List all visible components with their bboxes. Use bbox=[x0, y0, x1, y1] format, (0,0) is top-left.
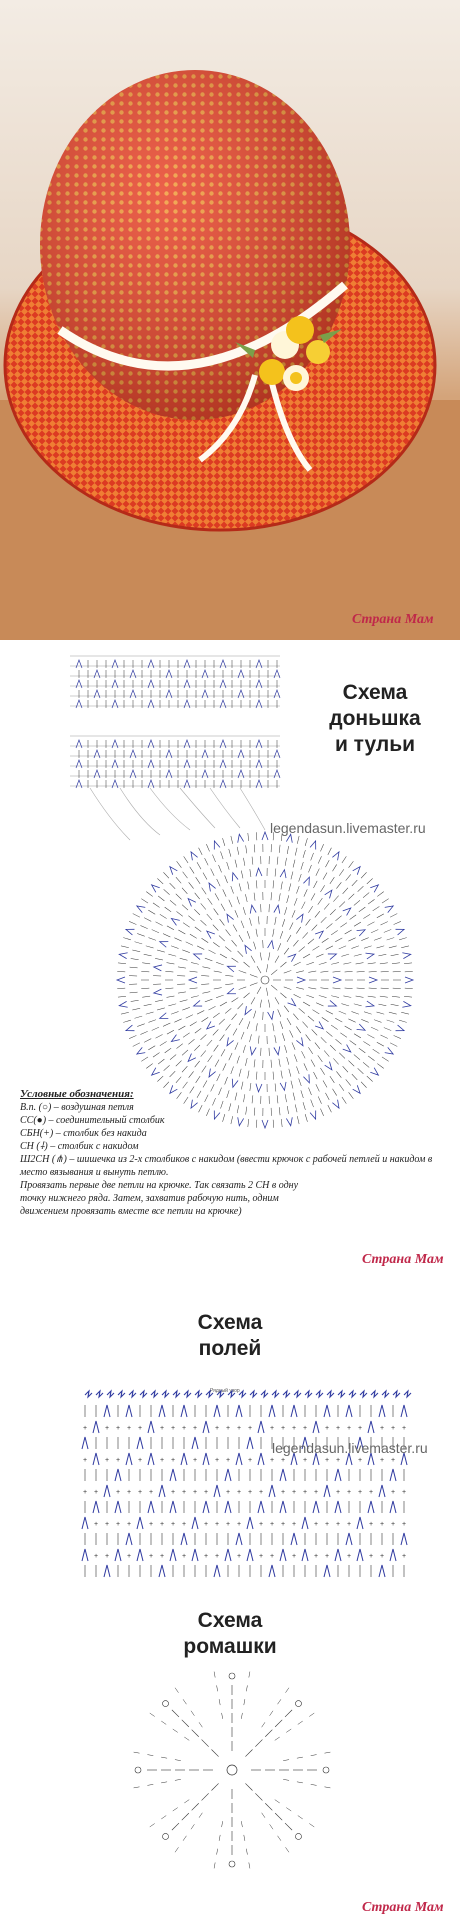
svg-text:+: + bbox=[192, 1457, 198, 1464]
watermark-photo: Страна Мам bbox=[352, 612, 434, 627]
svg-text:+: + bbox=[401, 1521, 407, 1528]
svg-text:+: + bbox=[313, 1521, 319, 1528]
legend-line: В.п. (○) – воздушная петля bbox=[20, 1102, 134, 1113]
svg-text:+: + bbox=[214, 1425, 220, 1432]
svg-text:+: + bbox=[247, 1425, 253, 1432]
svg-text:+: + bbox=[379, 1521, 385, 1528]
svg-text:+: + bbox=[313, 1489, 319, 1496]
svg-text:+: + bbox=[324, 1553, 330, 1560]
svg-text:+: + bbox=[170, 1521, 176, 1528]
svg-text:+: + bbox=[148, 1489, 154, 1496]
svg-text:+: + bbox=[82, 1425, 88, 1432]
svg-text:+: + bbox=[93, 1521, 99, 1528]
svg-text:+: + bbox=[280, 1489, 286, 1496]
svg-text:+: + bbox=[280, 1425, 286, 1432]
daisy-scheme-title: Схема ромашки bbox=[183, 1609, 277, 1658]
svg-text:+: + bbox=[368, 1521, 374, 1528]
svg-text:+: + bbox=[258, 1489, 264, 1496]
svg-text:+: + bbox=[269, 1425, 275, 1432]
svg-text:+: + bbox=[104, 1553, 110, 1560]
svg-text:+: + bbox=[346, 1489, 352, 1496]
legend-line: Ш2СН (⋔) – шишечка из 2-х столбиков с накидом (ввести крючок с рабочей петлей и накидом в место вязывания и вынуть петлю. bbox=[20, 1154, 433, 1178]
svg-text:+: + bbox=[357, 1457, 363, 1464]
svg-text:+: + bbox=[203, 1553, 209, 1560]
svg-text:+: + bbox=[269, 1553, 275, 1560]
svg-text:+: + bbox=[126, 1521, 132, 1528]
svg-text:+: + bbox=[137, 1425, 143, 1432]
svg-text:+: + bbox=[115, 1489, 121, 1496]
svg-text:+: + bbox=[236, 1553, 242, 1560]
svg-text:+: + bbox=[335, 1425, 341, 1432]
svg-text:+: + bbox=[137, 1457, 143, 1464]
svg-text:+: + bbox=[280, 1457, 286, 1464]
svg-text:+: + bbox=[346, 1425, 352, 1432]
legend-line: СС(●) – соединительный столбик bbox=[20, 1115, 165, 1126]
svg-text:+: + bbox=[214, 1457, 220, 1464]
brim-chart-label: Рядный узор bbox=[210, 1388, 240, 1394]
svg-text:+: + bbox=[225, 1457, 231, 1464]
svg-text:+: + bbox=[302, 1457, 308, 1464]
svg-text:+: + bbox=[159, 1521, 165, 1528]
svg-text:+: + bbox=[181, 1425, 187, 1432]
svg-text:+: + bbox=[291, 1521, 297, 1528]
svg-text:+: + bbox=[379, 1425, 385, 1432]
svg-text:+: + bbox=[181, 1489, 187, 1496]
svg-text:+: + bbox=[236, 1521, 242, 1528]
svg-text:+: + bbox=[192, 1425, 198, 1432]
svg-text:+: + bbox=[357, 1489, 363, 1496]
svg-text:+: + bbox=[203, 1489, 209, 1496]
svg-text:+: + bbox=[214, 1521, 220, 1528]
legend-heading: Условные обозначения: bbox=[20, 1088, 134, 1100]
legend-line: СБН(+) – столбик без накида bbox=[20, 1128, 147, 1139]
svg-text:+: + bbox=[357, 1425, 363, 1432]
svg-text:+: + bbox=[82, 1457, 88, 1464]
svg-text:+: + bbox=[401, 1425, 407, 1432]
svg-text:+: + bbox=[170, 1489, 176, 1496]
svg-text:+: + bbox=[82, 1489, 88, 1496]
svg-text:+: + bbox=[93, 1553, 99, 1560]
svg-text:+: + bbox=[236, 1489, 242, 1496]
watermark-daisy: Страна Мам bbox=[362, 1900, 444, 1915]
svg-text:+: + bbox=[170, 1425, 176, 1432]
svg-text:+: + bbox=[335, 1521, 341, 1528]
daisy-chart bbox=[0, 1600, 460, 1927]
svg-text:+: + bbox=[390, 1489, 396, 1496]
svg-text:+: + bbox=[214, 1553, 220, 1560]
svg-text:+: + bbox=[104, 1425, 110, 1432]
svg-text:+: + bbox=[225, 1489, 231, 1496]
svg-text:+: + bbox=[170, 1457, 176, 1464]
brim-scheme-title: Схема полей bbox=[197, 1311, 263, 1360]
svg-text:+: + bbox=[137, 1489, 143, 1496]
svg-text:+: + bbox=[93, 1489, 99, 1496]
svg-text:+: + bbox=[324, 1521, 330, 1528]
svg-text:+: + bbox=[159, 1425, 165, 1432]
svg-text:+: + bbox=[247, 1489, 253, 1496]
svg-text:+: + bbox=[390, 1521, 396, 1528]
site-url-brim: legendasun.livemaster.ru bbox=[272, 1440, 428, 1456]
svg-text:+: + bbox=[181, 1521, 187, 1528]
svg-text:+: + bbox=[291, 1425, 297, 1432]
svg-text:+: + bbox=[368, 1553, 374, 1560]
svg-text:+: + bbox=[192, 1489, 198, 1496]
svg-text:+: + bbox=[269, 1521, 275, 1528]
svg-text:+: + bbox=[269, 1457, 275, 1464]
svg-text:+: + bbox=[390, 1425, 396, 1432]
svg-text:+: + bbox=[324, 1457, 330, 1464]
svg-text:+: + bbox=[302, 1489, 308, 1496]
svg-text:+: + bbox=[159, 1457, 165, 1464]
svg-text:+: + bbox=[379, 1553, 385, 1560]
svg-text:+: + bbox=[148, 1521, 154, 1528]
legend-line: движением провязать вместе все петли на крючке) bbox=[20, 1206, 242, 1217]
svg-text:+: + bbox=[104, 1521, 110, 1528]
svg-text:+: + bbox=[368, 1489, 374, 1496]
svg-text:+: + bbox=[346, 1553, 352, 1560]
hat-photo bbox=[0, 0, 460, 640]
svg-text:+: + bbox=[302, 1425, 308, 1432]
svg-text:+: + bbox=[401, 1553, 407, 1560]
symbol-legend bbox=[20, 1088, 440, 1218]
svg-text:+: + bbox=[225, 1425, 231, 1432]
svg-text:+: + bbox=[291, 1489, 297, 1496]
svg-text:+: + bbox=[126, 1553, 132, 1560]
svg-text:+: + bbox=[126, 1489, 132, 1496]
svg-text:+: + bbox=[324, 1425, 330, 1432]
brim-scheme bbox=[0, 1300, 460, 1600]
svg-text:+: + bbox=[225, 1521, 231, 1528]
svg-text:+: + bbox=[258, 1553, 264, 1560]
svg-text:+: + bbox=[291, 1553, 297, 1560]
svg-text:+: + bbox=[104, 1457, 110, 1464]
legend-line: точку нижнего ряда. Затем, захватив рабочую нить, одним bbox=[20, 1193, 279, 1204]
legend-line: Провязать первые две петли на крючке. Так связать 2 СН в одну bbox=[20, 1180, 299, 1191]
svg-text:+: + bbox=[258, 1521, 264, 1528]
crown-scheme-title: Схема доньшка и тульи bbox=[329, 681, 421, 756]
svg-text:+: + bbox=[280, 1521, 286, 1528]
site-url: legendasun.livemaster.ru bbox=[270, 820, 426, 836]
svg-text:+: + bbox=[346, 1521, 352, 1528]
svg-text:+: + bbox=[335, 1489, 341, 1496]
svg-text:+: + bbox=[159, 1553, 165, 1560]
hat-illustration bbox=[0, 0, 460, 640]
svg-text:+: + bbox=[115, 1521, 121, 1528]
svg-text:+: + bbox=[236, 1425, 242, 1432]
watermark-crown: Страна Мам bbox=[362, 1252, 444, 1267]
svg-text:+: + bbox=[181, 1553, 187, 1560]
legend-line: СН (⸸) – столбик с накидом bbox=[20, 1141, 139, 1152]
crown-scheme bbox=[0, 640, 460, 1300]
svg-text:+: + bbox=[115, 1457, 121, 1464]
daisy-scheme bbox=[0, 1600, 460, 1927]
svg-text:+: + bbox=[335, 1457, 341, 1464]
svg-text:+: + bbox=[379, 1457, 385, 1464]
svg-text:+: + bbox=[126, 1425, 132, 1432]
svg-text:+: + bbox=[401, 1489, 407, 1496]
svg-text:+: + bbox=[203, 1521, 209, 1528]
svg-text:+: + bbox=[115, 1425, 121, 1432]
svg-text:+: + bbox=[390, 1457, 396, 1464]
svg-text:+: + bbox=[247, 1457, 253, 1464]
svg-text:+: + bbox=[148, 1553, 154, 1560]
svg-text:+: + bbox=[313, 1553, 319, 1560]
